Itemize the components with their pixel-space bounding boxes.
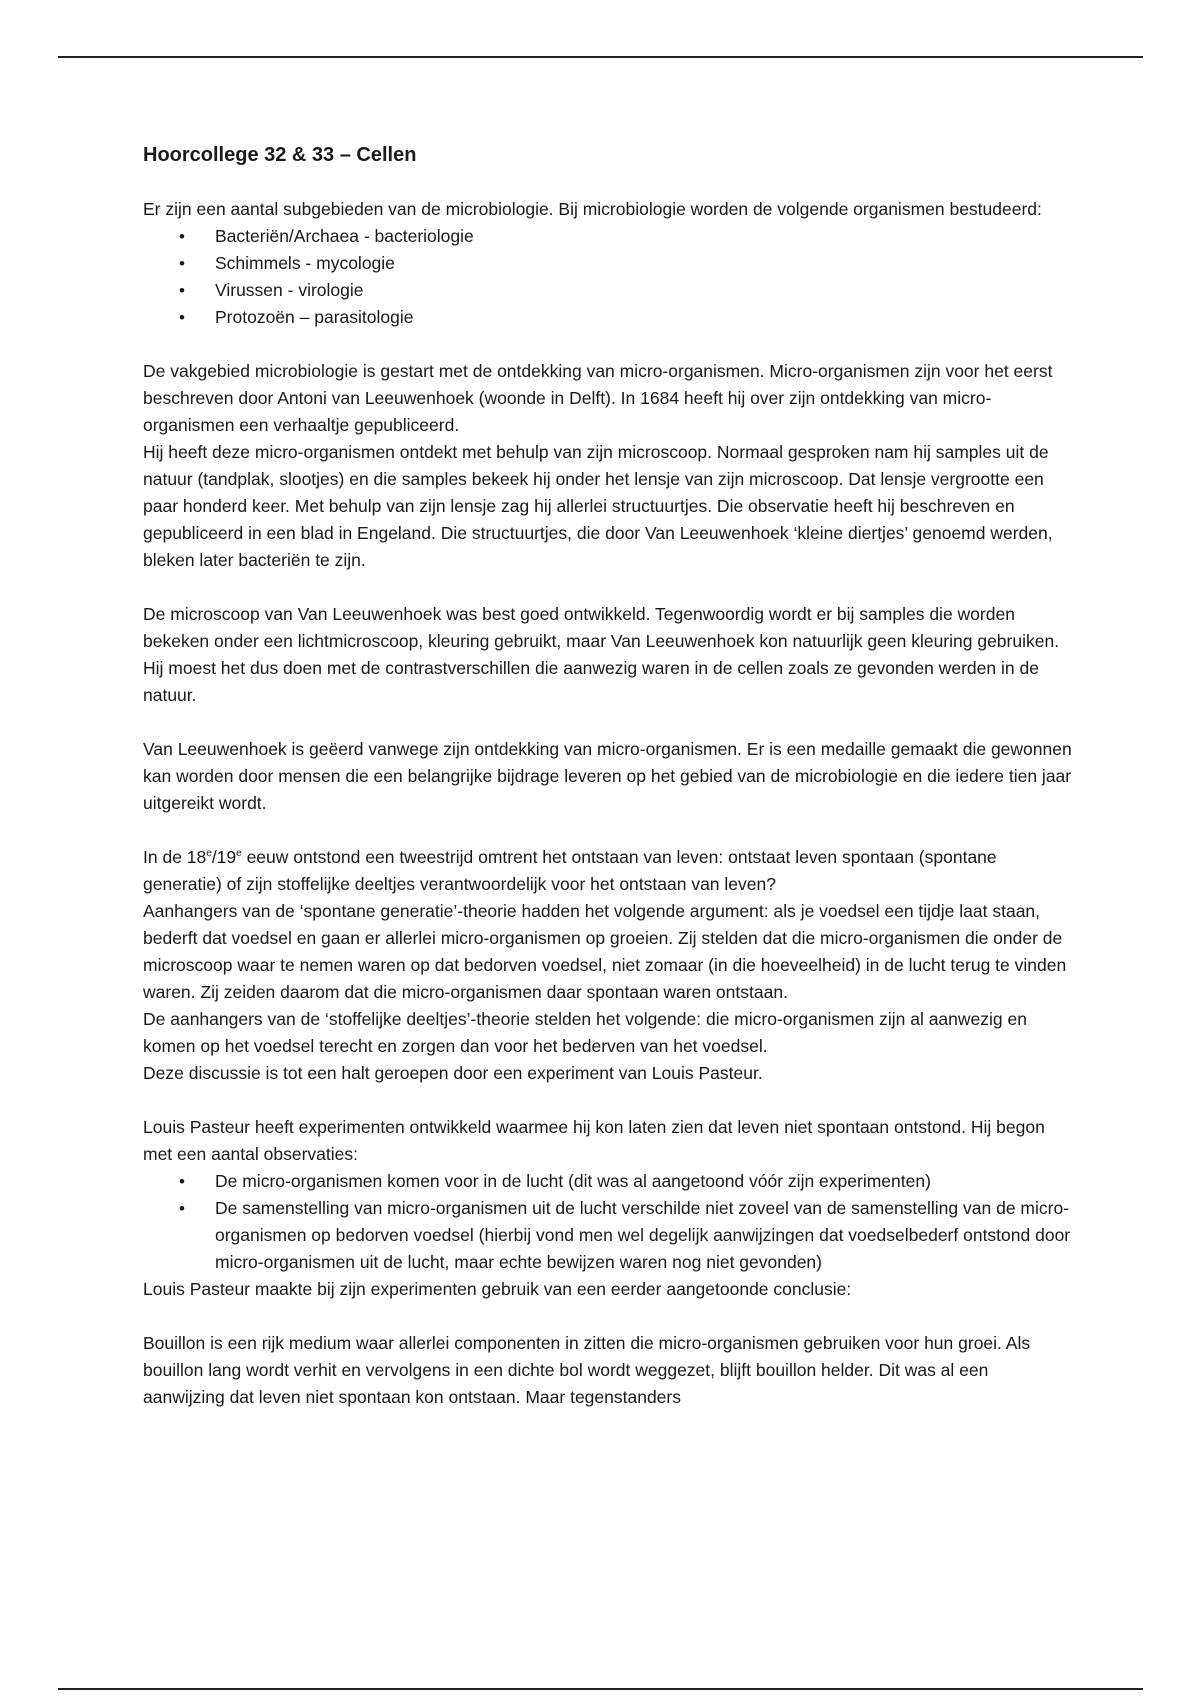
paragraph: Aanhangers van de ‘spontane generatie’-theorie hadden het volgende argument: als je voedsel een tijdje laat staan, bederft dat voedsel en gaan er allerlei micro-organismen op groeien. Zij stelden dat die micro-organismen die onder de microscoop waar te nemen waren op dat bedorven voedsel, niet zomaar (in die hoeveelheid) in de lucht terug te vinden waren. Zij zeiden daarom dat die micro-organismen daar spontaan waren ontstaan. xyxy=(143,901,1067,1002)
superscript: e xyxy=(206,848,212,860)
list-item: • Virussen - virologie xyxy=(215,277,1073,304)
list-item: • Schimmels - mycologie xyxy=(215,250,1073,277)
paragraph: Bouillon is een rijk medium waar allerlei componenten in zitten die micro-organismen gebruiken voor hun groei. Als bouillon lang wordt verhit en vervolgens in een dichte bol wordt weggezet, blijft bouillon helder. Dit was al een aanwijzing dat leven niet spontaan kon ontstaan. Maar tegenstanders xyxy=(143,1333,1031,1407)
document-page xyxy=(143,140,1073,1438)
paragraph: De aanhangers van de ‘stoffelijke deeltjes’-theorie stelden het volgende: die micro-organismen zijn al aanwezig en komen op het voedsel terecht en zorgen dan voor het bederven van het voedsel. xyxy=(143,1009,1027,1056)
intro-text: Er zijn een aantal subgebieden van de microbiologie. Bij microbiologie worden de volgende organismen bestudeerd: xyxy=(143,199,1042,219)
bottom-divider xyxy=(58,1688,1143,1690)
list-item: • De micro-organismen komen voor in de lucht (dit was al aangetoond vóór zijn experimenten) xyxy=(215,1168,1073,1195)
paragraph: De microscoop van Van Leeuwenhoek was best goed ontwikkeld. Tegenwoordig wordt er bij samples die worden bekeken onder een lichtmicroscoop, kleuring gebruikt, maar Van Leeuwenhoek kon natuurlijk geen kleuring gebruiken. Hij moest het dus doen met de contrastverschillen die aanwezig waren in de cellen zoals ze gevonden werden in de natuur. xyxy=(143,604,1060,705)
text-fragment: /19 xyxy=(211,847,237,867)
paragraph: Louis Pasteur maakte bij zijn experimenten gebruik van een eerder aangetoonde conclusie: xyxy=(143,1279,852,1299)
top-divider xyxy=(58,56,1143,58)
text-fragment: eeuw ontstond een tweestrijd omtrent het ontstaan van leven: ontstaat leven spontaan (spontane generatie) of zijn stoffelijke deeltjes verantwoordelijk voor het ontstaan van leven? xyxy=(143,847,997,894)
text-fragment: In de 18 xyxy=(143,847,207,867)
subfields-list xyxy=(143,223,1073,331)
list-item: • Protozoën – parasitologie xyxy=(215,304,1073,331)
paragraph: Van Leeuwenhoek is geëerd vanwege zijn ontdekking van micro-organismen. Er is een medaille gemaakt die gewonnen kan worden door mensen die een belangrijke bijdrage leveren op het gebied van de microbiologie en die iedere tien jaar uitgereikt wordt. xyxy=(143,739,1072,813)
tweestrijd-section xyxy=(143,844,1073,1087)
paragraph: Hij heeft deze micro-organismen ontdekt met behulp van zijn microscoop. Normaal gesproken nam hij samples uit de natuur (tandplak, slootjes) en die samples bekeek hij onder het lensje van zijn microscoop. Dat lensje vergrootte een paar honderd keer. Met behulp van zijn lensje zag hij allerlei structuurtjes. Die observatie heeft hij beschreven en gepubliceerd in een blad in Engeland. Die structuurtjes, die door Van Leeuwenhoek ‘kleine diertjes’ genoemd werden, bleken later bacteriën te zijn. xyxy=(143,442,1053,570)
list-item: • De samenstelling van micro-organismen uit de lucht verschilde niet zoveel van de samenstelling van de micro-organismen op bedorven voedsel (hierbij vond men wel degelijk aanwijzingen dat voedselbederf ontstond door micro-organismen uit de lucht, maar echte bewijzen waren nog niet gevonden) xyxy=(215,1195,1073,1276)
list-item: • Bacteriën/Archaea - bacteriologie xyxy=(215,223,1073,250)
paragraph: Louis Pasteur heeft experimenten ontwikkeld waarmee hij kon laten zien dat leven niet spontaan ontstond. Hij begon met een aantal observaties: xyxy=(143,1117,1045,1164)
intro-section xyxy=(143,196,1073,331)
leeuwenhoek-section xyxy=(143,358,1073,574)
paragraph: Deze discussie is tot een halt geroepen door een experiment van Louis Pasteur. xyxy=(143,1063,763,1083)
bouillon-section xyxy=(143,1330,1073,1411)
pasteur-section xyxy=(143,1114,1073,1303)
superscript: e xyxy=(236,848,242,860)
page-title: Hoorcollege 32 & 33 – Cellen xyxy=(143,144,417,166)
medaille-section xyxy=(143,736,1073,817)
observations-list xyxy=(143,1168,1073,1276)
paragraph: De vakgebied microbiologie is gestart met de ontdekking van micro-organismen. Micro-organismen zijn voor het eerst beschreven door Antoni van Leeuwenhoek (woonde in Delft). In 1684 heeft hij over zijn ontdekking van micro-organismen een verhaaltje gepubliceerd. xyxy=(143,361,1053,435)
paragraph xyxy=(143,844,1073,898)
microscoop-section xyxy=(143,601,1073,709)
